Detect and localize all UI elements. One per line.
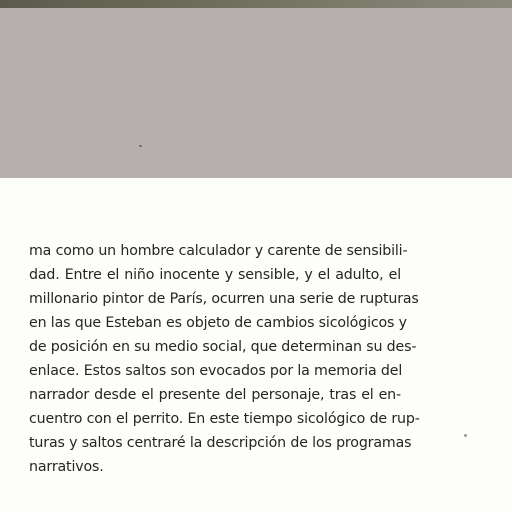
text-line: narrativos. [29,459,104,475]
text-line: dad. Entre el niño inocente y sensible, y el adulto, el [29,267,401,283]
scan-top-edge [0,0,512,8]
text-line: millonario pintor de París, ocurren una serie de rupturas [29,291,419,307]
scan-dot [464,434,467,437]
body-paragraph [29,239,420,479]
gray-photo-band [0,8,512,178]
text-line: ma como un hombre calculador y carente de sensibili- [29,243,408,259]
text-line: en las que Esteban es objeto de cambios sicológicos y [29,315,407,331]
text-line: narrador desde el presente del personaje, tras el en- [29,387,401,403]
text-line: enlace. Estos saltos son evocados por la memoria del [29,363,403,379]
dust-speck [139,145,142,147]
text-line: cuentro con el perrito. En este tiempo sicológico de rup- [29,411,420,427]
text-line: turas y saltos centraré la descripción de los programas [29,435,412,451]
text-line: de posición en su medio social, que determinan su des- [29,339,417,355]
